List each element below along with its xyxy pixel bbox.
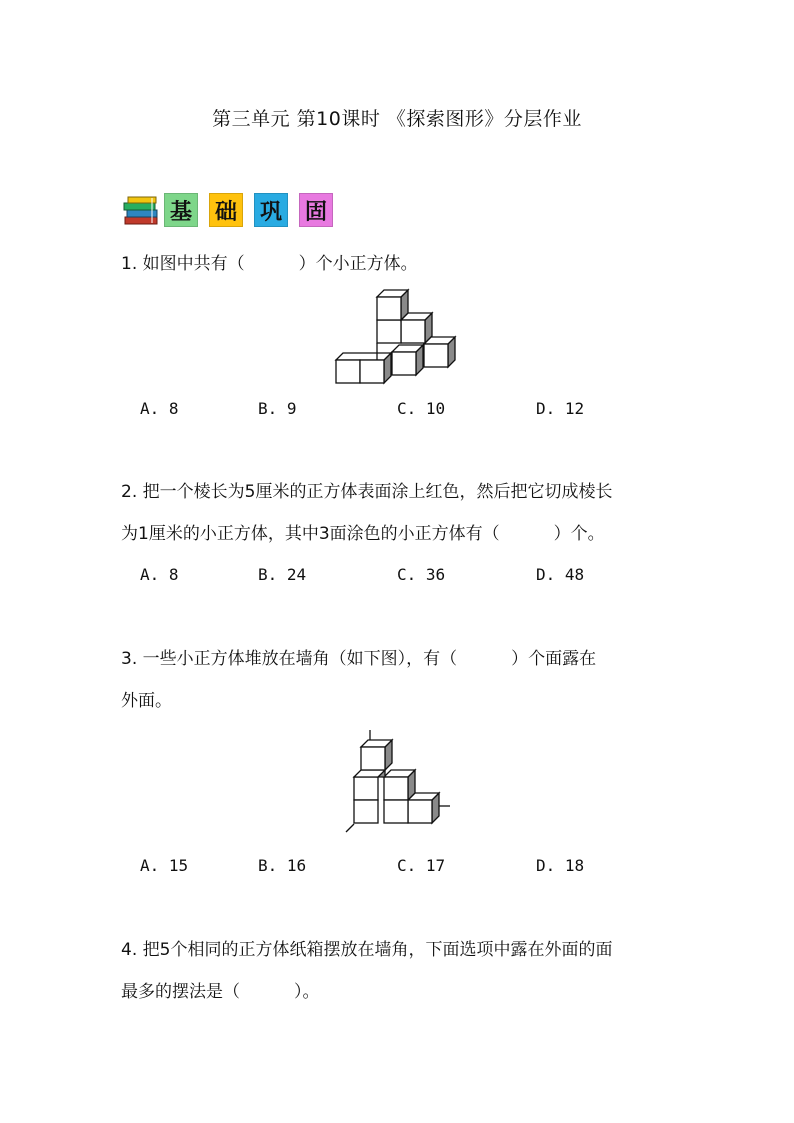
section-header-basic-consolidation [122,192,344,228]
question-3-figure [340,726,455,836]
option-b[interactable]: B. 24 [258,565,307,584]
question-4-text-line-1: 4. 把5个相同的正方体纸箱摆放在墙角，下面选项中露在外面的面 [121,940,613,960]
option-b[interactable]: B. 16 [258,856,307,875]
option-a[interactable]: A. 8 [140,565,179,584]
option-d[interactable]: D. 48 [536,565,585,584]
option-a[interactable]: A. 8 [140,399,179,418]
option-d[interactable]: D. 12 [536,399,585,418]
question-4 [121,929,612,1013]
question-2-text-line-2: 为1厘米的小正方体，其中3面涂色的小正方体有（ ）个。 [121,524,605,544]
badge-gu: 固 [299,193,333,227]
option-c[interactable]: C. 36 [397,565,446,584]
page-title: 第三单元 第10课时 《探索图形》分层作业 [212,108,582,130]
question-1-text: 1. 如图中共有（ ）个小正方体。 [121,254,418,274]
option-c[interactable]: C. 10 [397,399,446,418]
option-d[interactable]: D. 18 [536,856,585,875]
option-b[interactable]: B. 9 [258,399,297,418]
question-1 [121,243,418,285]
option-c[interactable]: C. 17 [397,856,446,875]
question-4-text-line-2: 最多的摆法是（ ）。 [121,982,320,1002]
question-2-text-line-1: 2. 把一个棱长为5厘米的正方体表面涂上红色，然后把它切成棱长 [121,482,613,502]
badge-gong: 巩 [254,193,288,227]
option-a[interactable]: A. 15 [140,856,189,875]
badge-chu: 础 [209,193,243,227]
question-1-figure [330,282,465,387]
question-3-text-line-1: 3. 一些小正方体堆放在墙角（如下图），有（ ）个面露在 [121,649,597,669]
question-3 [121,638,596,722]
books-icon [122,192,162,228]
question-3-text-line-2: 外面。 [121,691,172,711]
badge-ji: 基 [164,193,198,227]
question-2 [121,471,612,555]
